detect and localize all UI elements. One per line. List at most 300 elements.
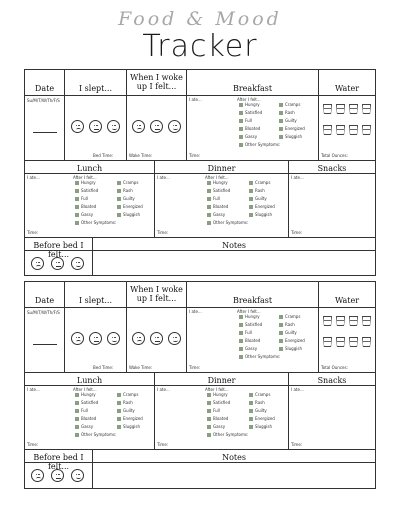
field-label: I ate...: [27, 175, 40, 180]
symptom-checkbox[interactable]: [207, 433, 211, 437]
notes-header: Notes: [222, 241, 246, 250]
divider: [93, 250, 375, 251]
symptom-label: Energized: [255, 204, 275, 209]
divider: [155, 173, 288, 174]
symptom-label: Sluggish: [123, 424, 140, 429]
face-feature: [76, 125, 78, 127]
symptom-label: Hungry: [81, 180, 96, 185]
symptom-checkbox[interactable]: [279, 103, 283, 107]
face-feature: [58, 262, 60, 264]
field-label: Time:: [27, 230, 39, 235]
field-label: Time:: [189, 365, 201, 370]
happy-face-icon[interactable]: [71, 257, 84, 270]
symptom-label: Hungry: [245, 314, 260, 319]
symptom-checkbox[interactable]: [117, 401, 121, 405]
sad-face-icon[interactable]: [132, 332, 145, 345]
field-label: Date: [34, 296, 55, 305]
symptom-checkbox[interactable]: [75, 181, 79, 185]
face-feature: [78, 262, 80, 264]
symptom-label: Full: [245, 118, 252, 123]
symptom-checkbox[interactable]: [239, 103, 243, 107]
slept-cell: [65, 70, 127, 160]
face-feature: [78, 474, 80, 476]
happy-face-icon[interactable]: [71, 469, 84, 482]
weekday-circle[interactable]: Su/M/T/W/Th/F/S: [27, 310, 60, 315]
sad-face-icon[interactable]: [31, 257, 44, 270]
symptom-checkbox[interactable]: [279, 119, 283, 123]
face-feature: [76, 262, 78, 264]
symptom-checkbox[interactable]: [75, 213, 79, 217]
symptom-label: Bloated: [245, 338, 261, 343]
symptom-label: Other Symptoms:: [213, 220, 249, 225]
face-feature: [175, 125, 177, 127]
divider: [319, 95, 375, 96]
happy-face-icon[interactable]: [168, 332, 181, 345]
time-label: Time:: [189, 153, 201, 158]
symptom-label: Cramps: [285, 314, 301, 319]
face-feature: [173, 125, 175, 127]
after-label: After I felt...: [237, 97, 261, 102]
field-label: After I felt...: [73, 387, 97, 392]
water-cup-icon[interactable]: [362, 337, 371, 347]
symptom-checkbox[interactable]: [249, 401, 253, 405]
symptom-checkbox[interactable]: [279, 347, 283, 351]
field-label: Water: [334, 296, 360, 305]
symptom-checkbox[interactable]: [239, 135, 243, 139]
face-feature: [38, 474, 40, 476]
water-cup-icon[interactable]: [336, 337, 345, 347]
symptom-checkbox[interactable]: [239, 127, 243, 131]
symptom-label: Gassy: [245, 134, 258, 139]
divider: [187, 307, 318, 308]
face-feature: [173, 127, 178, 130]
face-feature: [56, 262, 58, 264]
symptom-checkbox[interactable]: [249, 417, 253, 421]
field-label: Time:: [157, 442, 169, 447]
symptom-label: Bloated: [81, 416, 97, 421]
symptom-checkbox[interactable]: [117, 205, 121, 209]
symptom-checkbox[interactable]: [239, 143, 243, 147]
symptom-checkbox[interactable]: [117, 213, 121, 217]
water-cup-icon[interactable]: [362, 316, 371, 326]
symptom-checkbox[interactable]: [75, 425, 79, 429]
symptom-checkbox[interactable]: [207, 181, 211, 185]
symptom-label: Gassy: [213, 424, 226, 429]
symptom-checkbox[interactable]: [239, 111, 243, 115]
morning-row: [24, 281, 376, 373]
field-label: Breakfast: [232, 296, 273, 305]
field-label: Time:: [27, 442, 39, 447]
lunch-cell: [25, 161, 155, 237]
water-cup-icon[interactable]: [323, 316, 332, 326]
symptom-checkbox[interactable]: [117, 197, 121, 201]
face-feature: [155, 337, 157, 339]
symptom-checkbox[interactable]: [207, 417, 211, 421]
date-header: Date: [34, 84, 55, 93]
water-cell: [319, 70, 375, 160]
divider: [93, 462, 375, 463]
symptom-label: Guilty: [255, 408, 267, 413]
symptom-checkbox[interactable]: [117, 189, 121, 193]
snacks-header: Snacks: [317, 164, 347, 173]
title-main: Tracker: [142, 29, 258, 64]
woke-cell: [127, 282, 187, 372]
symptom-checkbox[interactable]: [207, 221, 211, 225]
face-feature: [114, 125, 116, 127]
symptom-checkbox[interactable]: [117, 417, 121, 421]
symptom-checkbox[interactable]: [117, 425, 121, 429]
symptom-label: Other Symptoms:: [213, 432, 249, 437]
water-cup-icon[interactable]: [336, 125, 345, 135]
water-cup-icon[interactable]: [349, 316, 358, 326]
neutral-face-icon[interactable]: [89, 332, 102, 345]
symptom-checkbox[interactable]: [279, 135, 283, 139]
divider: [25, 250, 92, 251]
water-cup-icon[interactable]: [349, 104, 358, 114]
water-cup-icon[interactable]: [349, 125, 358, 135]
face-feature: [155, 129, 160, 130]
face-feature: [175, 337, 177, 339]
symptom-checkbox[interactable]: [249, 425, 253, 429]
symptom-checkbox[interactable]: [279, 315, 283, 319]
symptom-checkbox[interactable]: [249, 189, 253, 193]
symptom-label: Hungry: [213, 180, 228, 185]
water-cup-icon[interactable]: [323, 104, 332, 114]
symptom-label: Bloated: [245, 126, 261, 131]
symptom-label: Satisfied: [213, 400, 231, 405]
symptom-checkbox[interactable]: [239, 315, 243, 319]
symptom-label: Full: [213, 196, 220, 201]
face-feature: [36, 474, 38, 476]
symptom-checkbox[interactable]: [207, 205, 211, 209]
face-feature: [94, 125, 96, 127]
water-cup-icon[interactable]: [323, 125, 332, 135]
field-label: After I felt...: [73, 175, 97, 180]
symptom-checkbox[interactable]: [207, 189, 211, 193]
symptom-label: Other Symptoms:: [81, 220, 117, 225]
symptom-checkbox[interactable]: [239, 355, 243, 359]
sad-face-icon[interactable]: [31, 469, 44, 482]
water-cup-icon[interactable]: [336, 104, 345, 114]
field-label: I ate...: [157, 175, 170, 180]
symptom-checkbox[interactable]: [207, 393, 211, 397]
lunch-cell: [25, 373, 155, 449]
face-feature: [56, 478, 61, 479]
neutral-face-icon[interactable]: [150, 120, 163, 133]
symptom-label: Gassy: [81, 424, 94, 429]
divider: [65, 307, 126, 308]
symptom-label: Sluggish: [285, 134, 302, 139]
face-feature: [155, 125, 157, 127]
happy-face-icon[interactable]: [107, 120, 120, 133]
woke-cell: [127, 70, 187, 160]
symptom-label: Hungry: [81, 392, 96, 397]
title-script: Food & Mood: [118, 8, 282, 30]
face-feature: [114, 337, 116, 339]
face-feature: [76, 264, 81, 267]
field-label: Time:: [291, 442, 303, 447]
field-label: Dinner: [207, 376, 236, 385]
face-feature: [56, 474, 58, 476]
breakfast-header: Breakfast: [232, 84, 273, 93]
face-feature: [96, 337, 98, 339]
field-label: I ate...: [157, 387, 170, 392]
symptom-checkbox[interactable]: [75, 197, 79, 201]
date-cell: [25, 70, 65, 160]
symptom-checkbox[interactable]: [279, 331, 283, 335]
symptom-checkbox[interactable]: [239, 331, 243, 335]
face-feature: [58, 474, 60, 476]
face-feature: [173, 337, 175, 339]
meal-label: I ate...: [189, 97, 202, 102]
water-cup-icon[interactable]: [336, 316, 345, 326]
field-label: Lunch: [76, 376, 103, 385]
symptom-checkbox[interactable]: [207, 401, 211, 405]
divider: [289, 173, 375, 174]
slept-cell: [65, 282, 127, 372]
field-label: Time:: [291, 230, 303, 235]
face-feature: [36, 262, 38, 264]
date-cell: [25, 282, 65, 372]
divider: [127, 95, 186, 96]
face-feature: [36, 265, 41, 268]
tracker-block-1: [24, 69, 376, 276]
symptom-checkbox[interactable]: [249, 213, 253, 217]
symptom-label: Satisfied: [81, 400, 99, 405]
symptom-checkbox[interactable]: [239, 347, 243, 351]
divider: [25, 95, 64, 96]
face-feature: [155, 341, 160, 342]
symptom-checkbox[interactable]: [75, 189, 79, 193]
neutral-face-icon[interactable]: [51, 469, 64, 482]
sad-face-icon[interactable]: [132, 120, 145, 133]
face-feature: [112, 125, 114, 127]
field-label: Time:: [157, 230, 169, 235]
face-feature: [56, 266, 61, 267]
before-bed-cell: [25, 450, 93, 488]
divider: [25, 307, 64, 308]
symptom-checkbox[interactable]: [239, 119, 243, 123]
symptom-label: Cramps: [285, 102, 301, 107]
divider: [319, 307, 375, 308]
symptom-checkbox[interactable]: [249, 205, 253, 209]
symptom-label: Cramps: [123, 392, 139, 397]
symptom-label: Other Symptoms:: [81, 432, 117, 437]
face-feature: [112, 127, 117, 130]
face-feature: [157, 125, 159, 127]
water-cup-icon[interactable]: [362, 125, 371, 135]
symptom-label: Energized: [255, 416, 275, 421]
symptom-checkbox[interactable]: [117, 409, 121, 413]
symptom-checkbox[interactable]: [75, 205, 79, 209]
symptom-label: Energized: [123, 416, 143, 421]
divider: [155, 385, 288, 386]
bed-time-label: Bed Time:: [93, 153, 114, 158]
meals-row: [24, 372, 376, 450]
divider: [289, 385, 375, 386]
face-feature: [94, 341, 99, 342]
face-feature: [139, 337, 141, 339]
neutral-face-icon[interactable]: [89, 120, 102, 133]
symptom-checkbox[interactable]: [249, 197, 253, 201]
symptom-label: Satisfied: [213, 188, 231, 193]
symptom-label: Gassy: [213, 212, 226, 217]
face-feature: [78, 125, 80, 127]
symptom-checkbox[interactable]: [279, 339, 283, 343]
symptom-label: Gassy: [245, 346, 258, 351]
field-label: Total Ounces:: [321, 365, 348, 370]
face-feature: [157, 337, 159, 339]
happy-face-icon[interactable]: [168, 120, 181, 133]
divider: [187, 95, 318, 96]
symptom-label: Satisfied: [245, 322, 263, 327]
symptom-label: Rash: [255, 188, 265, 193]
notes-cell[interactable]: [93, 238, 375, 275]
symptom-label: Energized: [123, 204, 143, 209]
symptom-label: Sluggish: [255, 424, 272, 429]
symptom-checkbox[interactable]: [239, 323, 243, 327]
symptom-label: Hungry: [213, 392, 228, 397]
symptom-checkbox[interactable]: [75, 393, 79, 397]
happy-face-icon[interactable]: [107, 332, 120, 345]
field-label: I ate...: [27, 387, 40, 392]
divider: [25, 462, 92, 463]
tracker-block-2: [24, 281, 376, 489]
evening-row: [24, 449, 376, 489]
symptom-checkbox[interactable]: [75, 221, 79, 225]
date-line[interactable]: [33, 132, 57, 133]
dinner-cell: [155, 373, 289, 449]
water-header: Water: [334, 84, 360, 93]
before-bed-header: Before bed I felt...: [33, 241, 84, 259]
field-label: Notes: [222, 453, 246, 462]
sad-face-icon[interactable]: [71, 120, 84, 133]
snacks-cell: [289, 161, 375, 237]
symptom-checkbox[interactable]: [249, 409, 253, 413]
symptom-label: Satisfied: [245, 110, 263, 115]
symptom-label: Guilty: [285, 330, 297, 335]
symptom-label: Bloated: [213, 416, 229, 421]
face-feature: [76, 474, 78, 476]
symptom-checkbox[interactable]: [75, 417, 79, 421]
wake-time-label: Wake Time:: [129, 153, 153, 158]
symptom-label: Other Symptoms:: [245, 354, 281, 359]
symptom-label: Rash: [285, 322, 295, 327]
symptom-checkbox[interactable]: [239, 339, 243, 343]
date-line[interactable]: [33, 344, 57, 345]
neutral-face-icon[interactable]: [51, 257, 64, 270]
dinner-header: Dinner: [207, 164, 236, 173]
symptom-label: Guilty: [123, 408, 135, 413]
symptom-label: Bloated: [81, 204, 97, 209]
field-label: After I felt...: [237, 309, 261, 314]
field-label: I ate...: [291, 387, 304, 392]
symptom-checkbox[interactable]: [279, 127, 283, 131]
face-feature: [112, 337, 114, 339]
symptom-label: Guilty: [123, 196, 135, 201]
symptom-label: Rash: [123, 188, 133, 193]
water-cup-icon[interactable]: [349, 337, 358, 347]
symptom-checkbox[interactable]: [249, 181, 253, 185]
face-feature: [94, 337, 96, 339]
field-label: After I felt...: [205, 175, 229, 180]
symptom-label: Gassy: [81, 212, 94, 217]
symptom-label: Energized: [285, 126, 305, 131]
symptom-label: Rash: [123, 400, 133, 405]
divider: [25, 173, 154, 174]
symptom-checkbox[interactable]: [117, 181, 121, 185]
face-feature: [38, 262, 40, 264]
notes-cell[interactable]: [93, 450, 375, 488]
symptom-checkbox[interactable]: [249, 393, 253, 397]
symptom-label: Guilty: [285, 118, 297, 123]
face-feature: [76, 337, 78, 339]
symptom-checkbox[interactable]: [117, 393, 121, 397]
field-label: I slept...: [78, 296, 113, 305]
symptom-label: Hungry: [245, 102, 260, 107]
water-cup-icon[interactable]: [362, 104, 371, 114]
evening-row: [24, 237, 376, 276]
symptom-checkbox[interactable]: [279, 323, 283, 327]
meals-row: [24, 160, 376, 238]
symptom-label: Guilty: [255, 196, 267, 201]
symptom-checkbox[interactable]: [207, 409, 211, 413]
face-feature: [36, 477, 41, 480]
water-cup-icon[interactable]: [323, 337, 332, 347]
face-feature: [139, 125, 141, 127]
symptom-label: Other Symptoms:: [245, 142, 281, 147]
face-feature: [96, 125, 98, 127]
symptom-checkbox[interactable]: [75, 433, 79, 437]
divider: [127, 307, 186, 308]
face-feature: [173, 339, 178, 342]
symptom-checkbox[interactable]: [207, 197, 211, 201]
weekday-circle[interactable]: Su/M/T/W/Th/F/S: [27, 98, 60, 103]
field-label: After I felt...: [205, 387, 229, 392]
face-feature: [137, 337, 139, 339]
morning-row: [24, 69, 376, 161]
slept-header: I slept...: [78, 84, 113, 93]
symptom-checkbox[interactable]: [207, 213, 211, 217]
face-feature: [137, 125, 139, 127]
symptom-label: Full: [81, 196, 88, 201]
symptom-checkbox[interactable]: [207, 425, 211, 429]
face-feature: [94, 129, 99, 130]
field-label: When I woke up I felt...: [130, 285, 183, 303]
symptom-label: Rash: [285, 110, 295, 115]
symptom-label: Sluggish: [123, 212, 140, 217]
face-feature: [78, 337, 80, 339]
face-feature: [76, 128, 81, 131]
symptom-checkbox[interactable]: [75, 401, 79, 405]
symptom-checkbox[interactable]: [75, 409, 79, 413]
symptom-label: Cramps: [255, 392, 271, 397]
before-bed-cell: [25, 238, 93, 275]
symptom-label: Bloated: [213, 204, 229, 209]
divider: [65, 95, 126, 96]
symptom-label: Sluggish: [255, 212, 272, 217]
field-label: Snacks: [317, 376, 347, 385]
total-ounces-label: Total Ounces:: [321, 153, 348, 158]
divider: [25, 385, 154, 386]
symptom-label: Rash: [255, 400, 265, 405]
symptom-label: Energized: [285, 338, 305, 343]
sad-face-icon[interactable]: [71, 332, 84, 345]
neutral-face-icon[interactable]: [150, 332, 163, 345]
symptom-checkbox[interactable]: [279, 111, 283, 115]
field-label: Bed Time:: [93, 365, 114, 370]
symptom-label: Satisfied: [81, 188, 99, 193]
